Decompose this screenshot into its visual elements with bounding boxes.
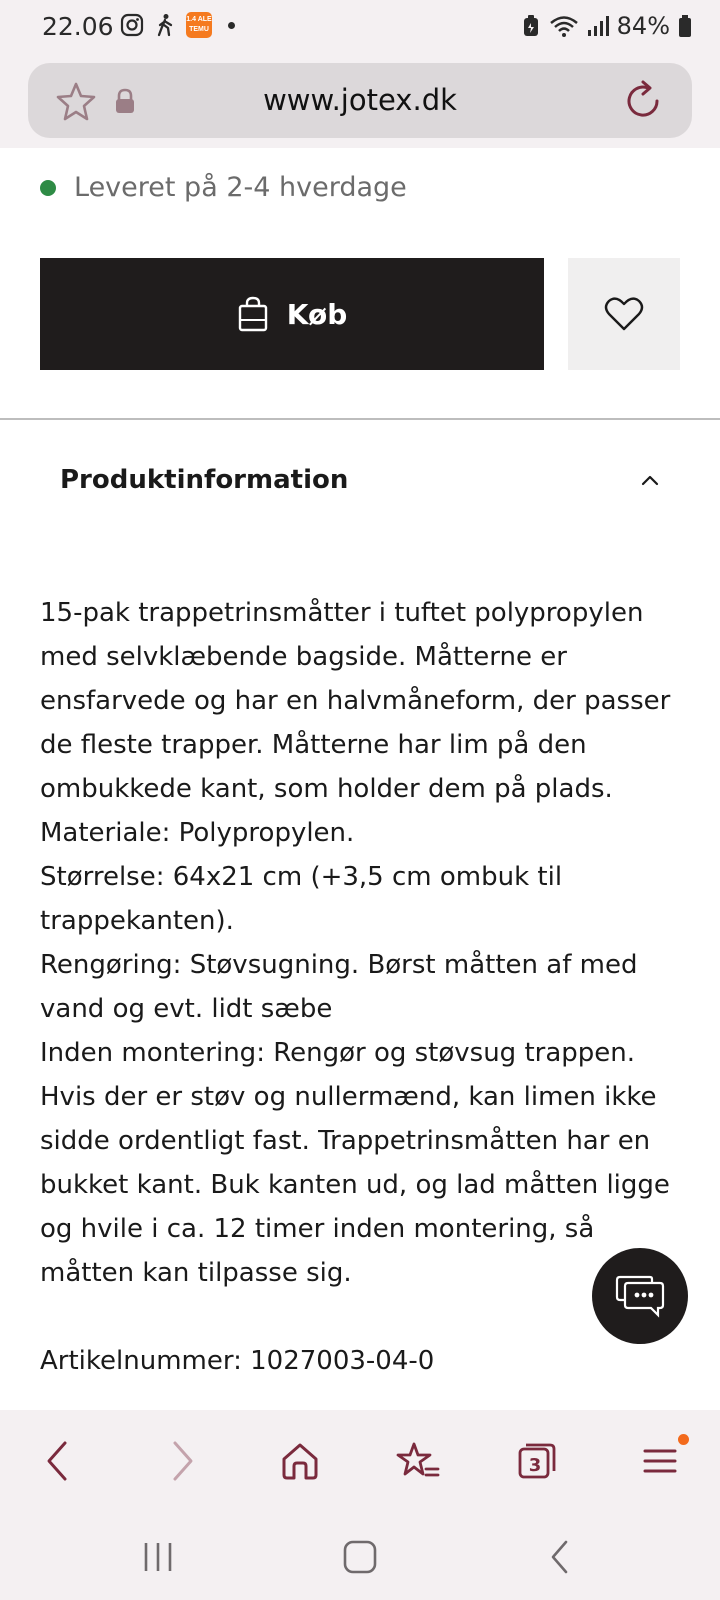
home-button[interactable] [275,1436,325,1486]
menu-button[interactable] [635,1436,685,1486]
square-home-icon [342,1539,378,1575]
delivery-status-dot [40,180,56,196]
chevron-left-icon [43,1440,73,1482]
heart-icon [604,296,644,332]
tab-count: 3 [528,1454,542,1476]
temu-line1: 1.4 ALE [186,16,212,23]
recent-apps-icon [140,1540,176,1574]
product-description [40,591,690,1295]
description-material: Materiale: Polypropylen. [40,818,355,848]
more-notifications-dot [228,22,235,29]
forward-button[interactable] [157,1436,207,1486]
url-text[interactable]: www.jotex.dk [263,83,457,117]
status-bar [0,0,720,52]
tabs-button[interactable] [512,1436,562,1486]
article-number: Artikelnummer: 1027003-04-0 [40,1346,435,1376]
hamburger-menu-icon [642,1443,678,1479]
signal-icon [587,14,609,38]
chat-button[interactable] [592,1248,688,1344]
battery-saver-icon [521,14,541,38]
status-notification-icons [120,12,235,38]
chevron-right-icon [167,1440,197,1482]
wishlist-button[interactable] [568,258,680,370]
menu-notification-dot [678,1434,689,1445]
system-nav-bar [0,1510,720,1600]
reload-icon[interactable] [624,79,664,121]
wifi-icon [549,14,579,38]
status-right-icons [521,12,692,40]
section-title: Produktinformation [60,465,349,495]
battery-percent: 84% [616,12,670,40]
browser-toolbar [0,52,720,148]
home-icon [280,1441,320,1481]
star-list-icon [396,1441,440,1481]
status-time: 22.06 [42,12,114,41]
walking-icon [154,13,176,37]
address-bar[interactable] [28,63,692,138]
browser-bottom-nav [0,1410,720,1510]
description-size: Størrelse: 64x21 cm (+3,5 cm ombuk til trappekanten). [40,862,563,936]
chat-bubbles-icon [614,1273,666,1319]
back-button[interactable] [33,1436,83,1486]
delivery-text: Leveret på 2-4 hverdage [74,172,407,203]
temu-line2: TEMU [189,26,209,33]
instagram-icon [120,13,144,37]
system-home-button[interactable] [335,1532,385,1582]
description-paragraph: 15-pak trappetrinsmåtter i tuftet polypropylen med selvklæbende bagside. Måtterne er ensfarvede og har en halvmåneform, der passer de fleste trapper. Måtterne har lim på den ombukkede kant, som holder dem på plads. [40,598,671,804]
description-cleaning: Rengøring: Støvsugning. Børst måtten af med vand og evt. lidt sæbe [40,950,638,1024]
description-mounting: Inden montering: Rengør og støvsug trappen. Hvis der er støv og nullermænd, kan limen ikke sidde ordentligt fast. Trappetrinsmåtten har en bukket kant. Buk kanten ud, og lad måtten ligge og hvile i ca. 12 timer inden montering, så måtten kan tilpasse sig. [40,1038,670,1288]
recent-apps-button[interactable] [133,1532,183,1582]
chevron-up-icon[interactable] [640,473,660,487]
section-divider [0,418,720,420]
battery-icon [678,14,692,38]
buy-button[interactable] [40,258,544,370]
temu-app-icon [186,12,212,38]
system-back-button[interactable] [535,1532,585,1582]
shopping-bag-icon [237,296,269,332]
product-info-accordion-header[interactable] [60,458,660,502]
system-back-icon [548,1539,572,1575]
delivery-info [40,172,407,203]
bookmarks-button[interactable] [393,1436,443,1486]
buy-label: Køb [286,297,348,331]
